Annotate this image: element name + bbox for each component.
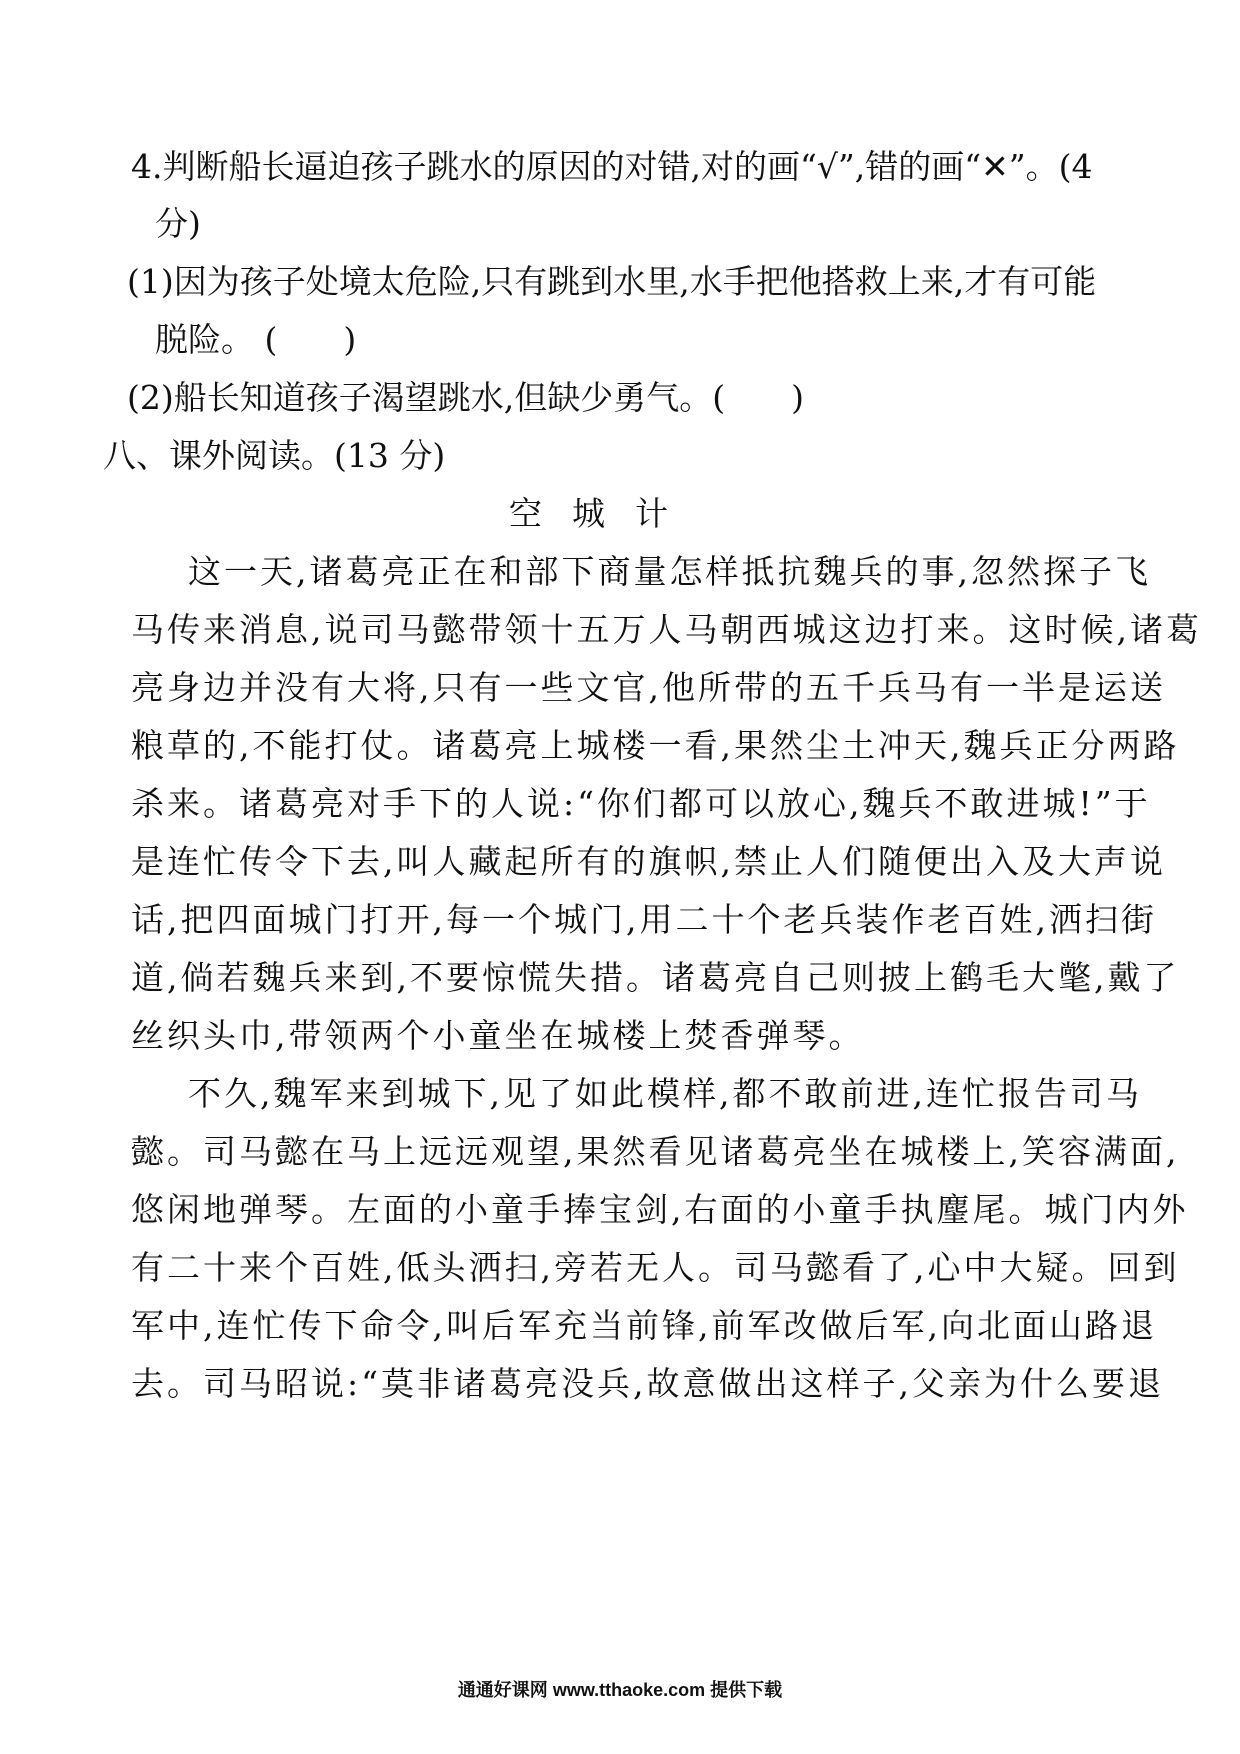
story-title: 空城计 [509, 494, 698, 533]
story-line: 粮草的,不能打仗。诸葛亮上城楼一看,果然尘土冲天,魏兵正分两路 [131, 726, 1180, 765]
question-4-stem: 4.判断船长逼迫孩子跳水的原因的对错,对的画“√”,错的画“✕”。(4 [131, 147, 1093, 186]
question-4-option-1-continued: 脱险。 ( ) [155, 320, 357, 359]
story-line: 话,把四面城门打开,每一个城门,用二十个老兵装作老百姓,洒扫街 [131, 900, 1157, 939]
question-4-stem-continued: 分) [155, 204, 201, 243]
story-line: 亮身边并没有大将,只有一些文官,他所带的五千兵马有一半是运送 [131, 668, 1166, 707]
story-line: 杀来。诸葛亮对手下的人说:“你们都可以放心,魏兵不敢进城!”于 [131, 784, 1151, 823]
story-line: 去。司马昭说:“莫非诸葛亮没兵,故意做出这样子,父亲为什么要退 [131, 1364, 1164, 1403]
story-line: 懿。司马懿在马上远远观望,果然看见诸葛亮坐在城楼上,笑容满面, [131, 1132, 1180, 1171]
question-4-option-2: (2)船长知道孩子渴望跳水,但缺少勇气。( ) [127, 378, 804, 417]
story-line: 马传来消息,说司马懿带领十五万人马朝西城这边打来。这时候,诸葛 [131, 610, 1202, 649]
story-line: 不久,魏军来到城下,见了如此模样,都不敢前进,连忙报告司马 [188, 1074, 1142, 1113]
question-4-option-1: (1)因为孩子处境太危险,只有跳到水里,水手把他搭救上来,才有可能 [127, 262, 1097, 301]
section-8-heading: 八、课外阅读。(13 分) [103, 436, 446, 475]
story-line: 悠闲地弹琴。左面的小童手捧宝剑,右面的小童手执麈尾。城门内外 [131, 1190, 1189, 1229]
story-line: 丝织头巾,带领两个小童坐在城楼上焚香弹琴。 [131, 1016, 865, 1055]
story-line: 有二十来个百姓,低头洒扫,旁若无人。司马懿看了,心中大疑。回到 [131, 1248, 1180, 1287]
story-line: 道,倘若魏兵来到,不要惊慌失措。诸葛亮自己则披上鹤毛大氅,戴了 [131, 958, 1180, 997]
story-line: 军中,连忙传下命令,叫后军充当前锋,前军改做后军,向北面山路退 [131, 1306, 1157, 1345]
story-line: 是连忙传令下去,叫人藏起所有的旗帜,禁止人们随便出入及大声说 [131, 842, 1166, 881]
footer-source-note: 通通好课网 www.tthaoke.com 提供下载 [457, 1680, 783, 1700]
story-line: 这一天,诸葛亮正在和部下商量怎样抵抗魏兵的事,忽然探子飞 [188, 552, 1151, 591]
